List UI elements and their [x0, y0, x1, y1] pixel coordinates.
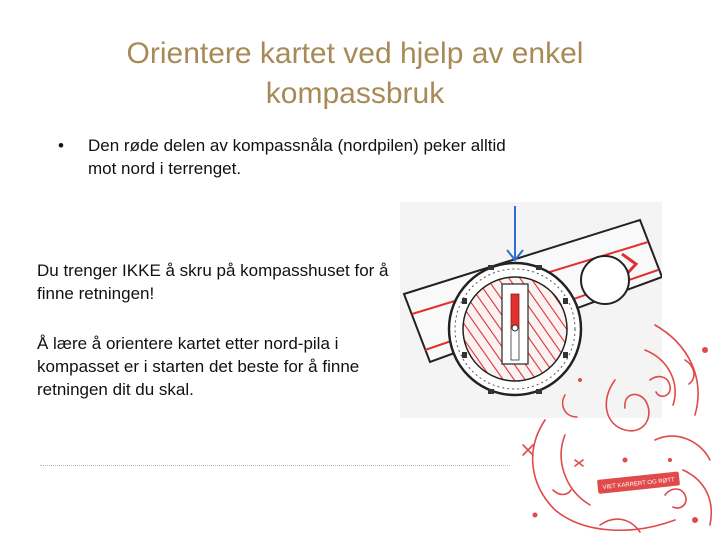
bullet-point: [58, 134, 518, 180]
slide-title: Orientere kartet ved hjelp av enkel kompassbruk: [126, 37, 584, 110]
magnifier-lens: [581, 256, 629, 304]
bullet-marker: •: [58, 136, 64, 155]
note-no-turning: Du trenger IKKE å skru på kompasshuset for å finne retningen!: [37, 261, 389, 303]
note-orient-map: Å lære å orientere kartet etter nord-pila i kompasset er i starten det beste for å finne retningen dit du skal.: [37, 334, 360, 399]
dotted-divider: [40, 465, 510, 466]
stamp-text: VIET KARRERT OG RØTT: [602, 477, 675, 491]
bullet-text: Den røde delen av kompassnåla (nordpilen) peker alltid mot nord i terrenget.: [88, 136, 506, 178]
decorative-ornament: [505, 320, 720, 540]
